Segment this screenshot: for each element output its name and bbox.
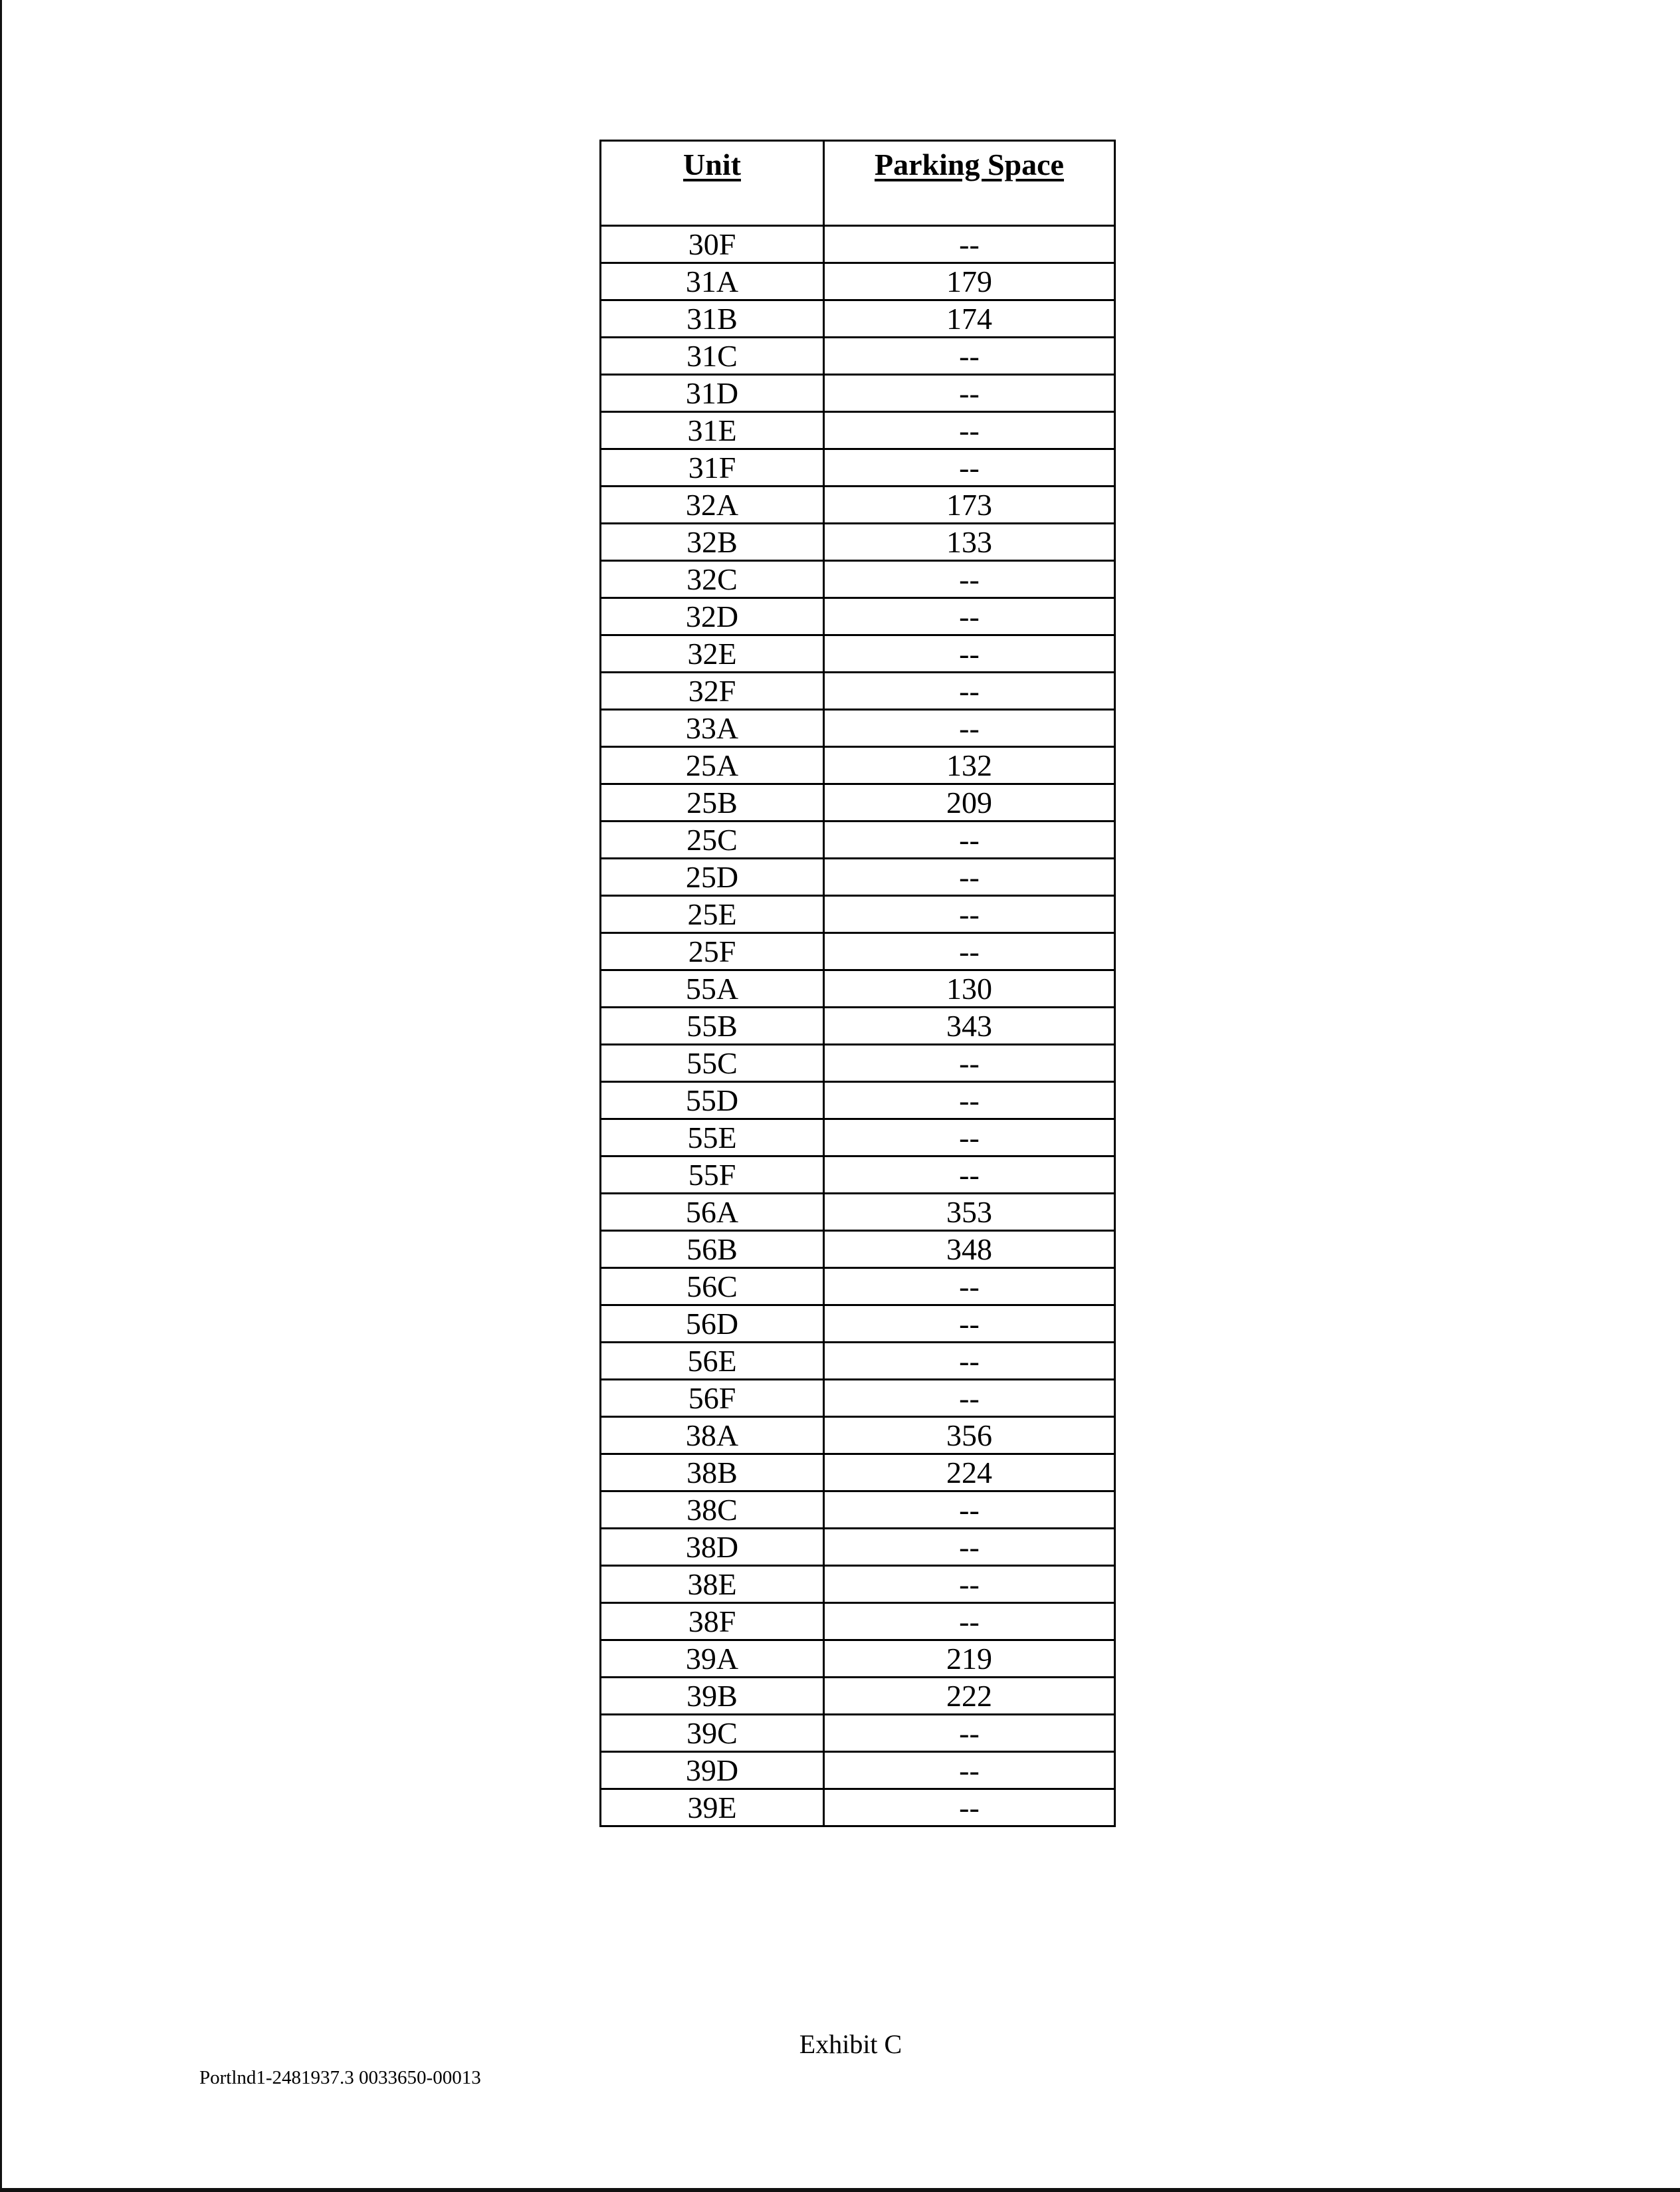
table-row — [601, 635, 1115, 673]
parking-space-cell: 219 — [824, 1640, 1115, 1678]
table-row — [601, 896, 1115, 933]
parking-space-cell: -- — [824, 1491, 1115, 1529]
parking-space-cell: -- — [824, 1119, 1115, 1156]
unit-cell: 32D — [601, 598, 824, 635]
table-row — [601, 1156, 1115, 1194]
unit-cell: 56D — [601, 1305, 824, 1343]
table-row — [601, 412, 1115, 449]
parking-space-cell: 179 — [824, 263, 1115, 300]
parking-space-cell: 343 — [824, 1008, 1115, 1045]
unit-cell: 55E — [601, 1119, 824, 1156]
parking-space-cell: 222 — [824, 1678, 1115, 1715]
unit-cell: 38A — [601, 1417, 824, 1454]
table-row — [601, 226, 1115, 263]
parking-space-cell: -- — [824, 1566, 1115, 1603]
unit-cell: 56C — [601, 1268, 824, 1305]
parking-space-cell: -- — [824, 1529, 1115, 1566]
unit-cell: 33A — [601, 710, 824, 747]
unit-cell: 25D — [601, 859, 824, 896]
scan-bottom-edge — [0, 2188, 1680, 2192]
table-row — [601, 1380, 1115, 1417]
table-row — [601, 1752, 1115, 1789]
unit-cell: 32F — [601, 673, 824, 710]
table-row — [601, 598, 1115, 635]
parking-space-cell: 133 — [824, 524, 1115, 561]
parking-space-cell: 174 — [824, 300, 1115, 338]
unit-cell: 56B — [601, 1231, 824, 1268]
table-row — [601, 1529, 1115, 1566]
unit-cell: 55A — [601, 970, 824, 1008]
table-row — [601, 1715, 1115, 1752]
table-row — [601, 1268, 1115, 1305]
table-row — [601, 673, 1115, 710]
table-row — [601, 1491, 1115, 1529]
unit-cell: 39C — [601, 1715, 824, 1752]
unit-cell: 31E — [601, 412, 824, 449]
parking-space-cell: -- — [824, 1789, 1115, 1826]
parking-space-cell: 209 — [824, 784, 1115, 822]
unit-cell: 25B — [601, 784, 824, 822]
exhibit-label: Exhibit C — [799, 2029, 902, 2059]
table-row — [601, 1678, 1115, 1715]
parking-space-cell: 353 — [824, 1194, 1115, 1231]
unit-column-header: Unit — [601, 141, 824, 226]
parking-space-cell: -- — [824, 1268, 1115, 1305]
parking-space-cell: 224 — [824, 1454, 1115, 1491]
table-row — [601, 338, 1115, 375]
table-row — [601, 487, 1115, 524]
parking-space-cell: -- — [824, 1715, 1115, 1752]
unit-cell: 25F — [601, 933, 824, 970]
parking-space-cell: -- — [824, 226, 1115, 263]
parking-space-cell: -- — [824, 449, 1115, 487]
parking-space-cell: -- — [824, 1752, 1115, 1789]
parking-space-cell: -- — [824, 822, 1115, 859]
unit-cell: 55B — [601, 1008, 824, 1045]
unit-cell: 32E — [601, 635, 824, 673]
unit-cell: 31C — [601, 338, 824, 375]
unit-cell: 25E — [601, 896, 824, 933]
table-row — [601, 784, 1115, 822]
parking-space-cell: -- — [824, 635, 1115, 673]
unit-cell: 55C — [601, 1045, 824, 1082]
table-row — [601, 933, 1115, 970]
table-row — [601, 524, 1115, 561]
table-row — [601, 1231, 1115, 1268]
table-row — [601, 1417, 1115, 1454]
table-row — [601, 1082, 1115, 1119]
unit-cell: 25A — [601, 747, 824, 784]
table-row — [601, 1454, 1115, 1491]
table-row — [601, 1789, 1115, 1826]
parking-space-cell: 130 — [824, 970, 1115, 1008]
parking-space-cell: 356 — [824, 1417, 1115, 1454]
unit-cell: 39A — [601, 1640, 824, 1678]
parking-space-cell: -- — [824, 1343, 1115, 1380]
table-row — [601, 300, 1115, 338]
table-row — [601, 1045, 1115, 1082]
parking-space-cell: -- — [824, 1082, 1115, 1119]
parking-space-cell: -- — [824, 1380, 1115, 1417]
unit-cell: 55D — [601, 1082, 824, 1119]
unit-cell: 56E — [601, 1343, 824, 1380]
unit-cell: 39D — [601, 1752, 824, 1789]
parking-space-cell: 173 — [824, 487, 1115, 524]
parking-space-cell: -- — [824, 896, 1115, 933]
table-header-row — [601, 141, 1115, 226]
unit-cell: 32A — [601, 487, 824, 524]
table-row — [601, 747, 1115, 784]
parking-space-cell: -- — [824, 673, 1115, 710]
table-row — [601, 449, 1115, 487]
table-row — [601, 822, 1115, 859]
parking-space-cell: -- — [824, 1305, 1115, 1343]
table-row — [601, 1566, 1115, 1603]
table-row — [601, 1640, 1115, 1678]
unit-cell: 31D — [601, 375, 824, 412]
unit-cell: 39E — [601, 1789, 824, 1826]
table-row — [601, 859, 1115, 896]
parking-space-column-header: Parking Space — [824, 141, 1115, 226]
table-row — [601, 1305, 1115, 1343]
table-row — [601, 1343, 1115, 1380]
unit-cell: 25C — [601, 822, 824, 859]
parking-space-cell: -- — [824, 598, 1115, 635]
parking-space-cell: -- — [824, 412, 1115, 449]
parking-space-cell: -- — [824, 1603, 1115, 1640]
unit-cell: 31F — [601, 449, 824, 487]
unit-cell: 56A — [601, 1194, 824, 1231]
unit-cell: 30F — [601, 226, 824, 263]
table-row — [601, 1603, 1115, 1640]
parking-space-cell: -- — [824, 1156, 1115, 1194]
table-row — [601, 710, 1115, 747]
parking-table — [599, 140, 1116, 1827]
table-row — [601, 375, 1115, 412]
unit-cell: 38F — [601, 1603, 824, 1640]
document-id: Portlnd1-2481937.3 0033650-00013 — [199, 2067, 481, 2088]
unit-cell: 32C — [601, 561, 824, 598]
unit-cell: 32B — [601, 524, 824, 561]
parking-space-cell: -- — [824, 561, 1115, 598]
unit-cell: 31A — [601, 263, 824, 300]
table-row — [601, 1008, 1115, 1045]
unit-cell: 31B — [601, 300, 824, 338]
table-row — [601, 1119, 1115, 1156]
unit-cell: 56F — [601, 1380, 824, 1417]
table-row — [601, 263, 1115, 300]
table-body — [601, 226, 1115, 1826]
parking-space-cell: -- — [824, 375, 1115, 412]
unit-cell: 55F — [601, 1156, 824, 1194]
table-row — [601, 561, 1115, 598]
parking-space-cell: 348 — [824, 1231, 1115, 1268]
table-row — [601, 970, 1115, 1008]
unit-cell: 38C — [601, 1491, 824, 1529]
unit-cell: 39B — [601, 1678, 824, 1715]
parking-space-cell: -- — [824, 710, 1115, 747]
scan-left-edge — [0, 0, 2, 2192]
unit-cell: 38E — [601, 1566, 824, 1603]
parking-space-cell: -- — [824, 859, 1115, 896]
unit-cell: 38D — [601, 1529, 824, 1566]
parking-space-cell: 132 — [824, 747, 1115, 784]
parking-space-cell: -- — [824, 933, 1115, 970]
table-row — [601, 1194, 1115, 1231]
parking-space-cell: -- — [824, 1045, 1115, 1082]
unit-cell: 38B — [601, 1454, 824, 1491]
parking-space-cell: -- — [824, 338, 1115, 375]
